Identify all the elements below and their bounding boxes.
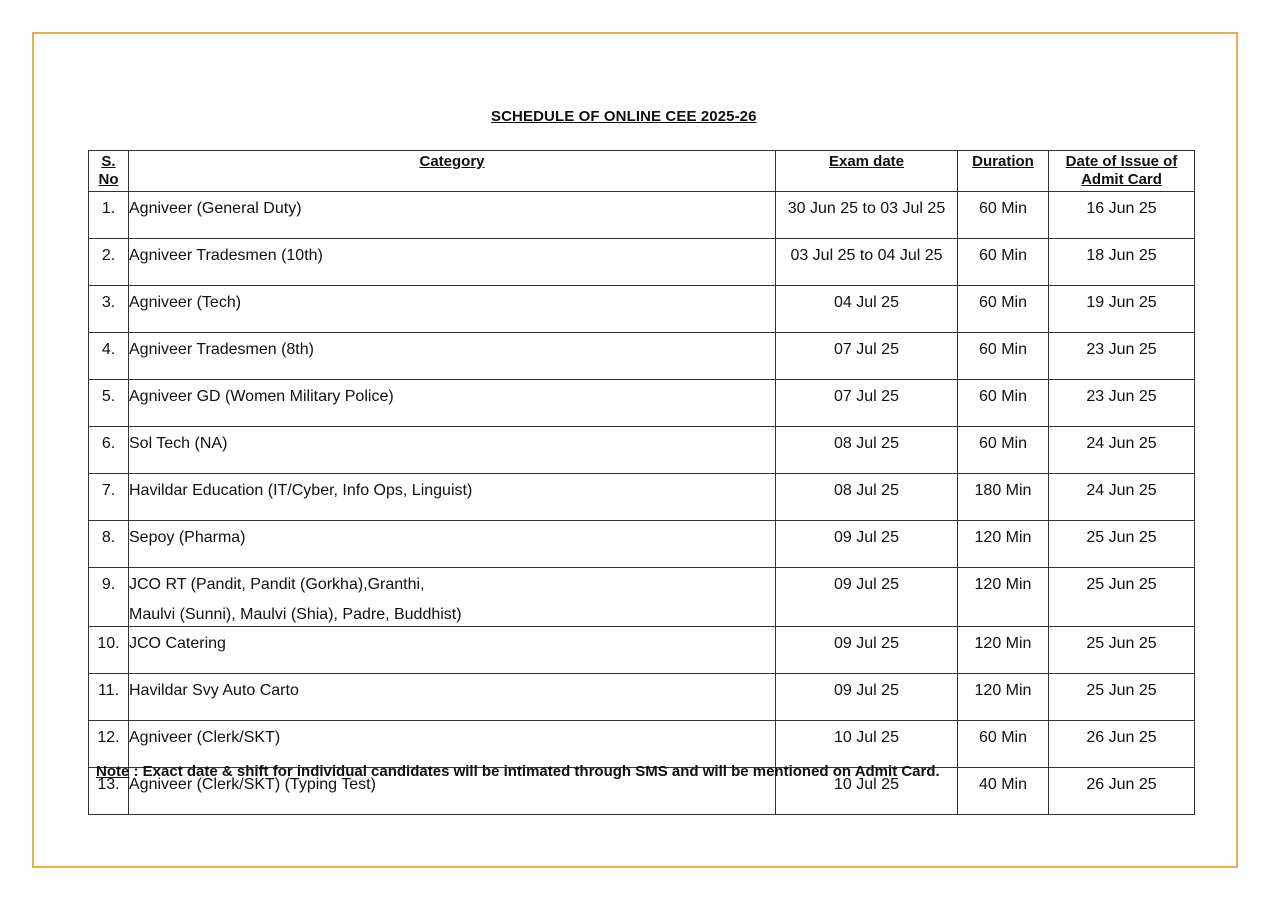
table-row <box>89 474 1195 521</box>
cell-category: Sepoy (Pharma) <box>129 521 776 568</box>
cell-sno: 13. <box>89 768 129 815</box>
cell-exam-date: 10 Jul 25 <box>776 721 958 768</box>
table-row <box>89 286 1195 333</box>
page-title: SCHEDULE OF ONLINE CEE 2025-26 <box>491 108 757 125</box>
cell-sno: 3. <box>89 286 129 333</box>
cell-sno: 10. <box>89 627 129 674</box>
table-row <box>89 721 1195 768</box>
cell-sno: 2. <box>89 239 129 286</box>
table-row <box>89 674 1195 721</box>
cell-duration: 60 Min <box>958 286 1049 333</box>
table-row <box>89 239 1195 286</box>
cell-category: JCO Catering <box>129 627 776 674</box>
header-duration: Duration <box>958 151 1049 192</box>
cell-duration: 60 Min <box>958 192 1049 239</box>
cell-admit-date: 24 Jun 25 <box>1049 474 1195 521</box>
cell-sno: 9. <box>89 568 129 627</box>
cell-category: Agniveer Tradesmen (8th) <box>129 333 776 380</box>
cell-admit-date: 25 Jun 25 <box>1049 568 1195 627</box>
cell-exam-date: 09 Jul 25 <box>776 521 958 568</box>
cell-exam-date: 09 Jul 25 <box>776 627 958 674</box>
cell-admit-date: 18 Jun 25 <box>1049 239 1195 286</box>
cell-admit-date: 25 Jun 25 <box>1049 521 1195 568</box>
cell-exam-date: 30 Jun 25 to 03 Jul 25 <box>776 192 958 239</box>
cell-duration: 120 Min <box>958 521 1049 568</box>
cell-sno: 7. <box>89 474 129 521</box>
cell-admit-date: 25 Jun 25 <box>1049 627 1195 674</box>
cell-sno: 4. <box>89 333 129 380</box>
cell-admit-date: 16 Jun 25 <box>1049 192 1195 239</box>
cell-exam-date: 03 Jul 25 to 04 Jul 25 <box>776 239 958 286</box>
cell-duration: 60 Min <box>958 239 1049 286</box>
header-exam-date: Exam date <box>776 151 958 192</box>
cell-exam-date: 08 Jul 25 <box>776 474 958 521</box>
cell-admit-date: 25 Jun 25 <box>1049 674 1195 721</box>
cell-sno: 1. <box>89 192 129 239</box>
cell-category: Agniveer (Tech) <box>129 286 776 333</box>
cell-exam-date: 04 Jul 25 <box>776 286 958 333</box>
table-row <box>89 521 1195 568</box>
header-sno: S. No <box>89 151 129 192</box>
cell-duration: 60 Min <box>958 380 1049 427</box>
cell-exam-date: 09 Jul 25 <box>776 568 958 627</box>
cell-exam-date: 09 Jul 25 <box>776 674 958 721</box>
cell-category: Agniveer (Clerk/SKT) <box>129 721 776 768</box>
cell-category: JCO RT (Pandit, Pandit (Gorkha),Granthi, Maulvi (Sunni), Maulvi (Shia), Padre, Buddhist) <box>129 568 776 627</box>
table-row <box>89 568 1195 627</box>
cell-duration: 120 Min <box>958 568 1049 627</box>
cell-sno: 11. <box>89 674 129 721</box>
cell-sno: 12. <box>89 721 129 768</box>
header-category: Category <box>129 151 776 192</box>
cell-category: Agniveer (General Duty) <box>129 192 776 239</box>
note-label: Note <box>96 763 130 780</box>
table-row <box>89 627 1195 674</box>
cell-duration: 120 Min <box>958 674 1049 721</box>
cell-category: Havildar Education (IT/Cyber, Info Ops, Linguist) <box>129 474 776 521</box>
cell-admit-date: 23 Jun 25 <box>1049 380 1195 427</box>
header-admit-card: Date of Issue of Admit Card <box>1049 151 1195 192</box>
cell-admit-date: 23 Jun 25 <box>1049 333 1195 380</box>
cell-duration: 40 Min <box>958 768 1049 815</box>
cell-category: Havildar Svy Auto Carto <box>129 674 776 721</box>
table-row <box>89 192 1195 239</box>
cell-duration: 180 Min <box>958 474 1049 521</box>
cell-exam-date: 07 Jul 25 <box>776 380 958 427</box>
cell-sno: 5. <box>89 380 129 427</box>
cell-sno: 8. <box>89 521 129 568</box>
cell-admit-date: 19 Jun 25 <box>1049 286 1195 333</box>
table-row <box>89 333 1195 380</box>
cell-category: Sol Tech (NA) <box>129 427 776 474</box>
cell-duration: 120 Min <box>958 627 1049 674</box>
cell-exam-date: 10 Jul 25 <box>776 768 958 815</box>
cell-category: Agniveer (Clerk/SKT) (Typing Test) <box>129 768 776 815</box>
schedule-table <box>88 150 1195 815</box>
cell-category: Agniveer Tradesmen (10th) <box>129 239 776 286</box>
footnote <box>96 763 940 780</box>
cell-duration: 60 Min <box>958 721 1049 768</box>
table-row <box>89 427 1195 474</box>
cell-admit-date: 26 Jun 25 <box>1049 721 1195 768</box>
cell-admit-date: 24 Jun 25 <box>1049 427 1195 474</box>
cell-duration: 60 Min <box>958 427 1049 474</box>
cell-exam-date: 08 Jul 25 <box>776 427 958 474</box>
table-row <box>89 380 1195 427</box>
cell-sno: 6. <box>89 427 129 474</box>
cell-category: Agniveer GD (Women Military Police) <box>129 380 776 427</box>
table-header-row <box>89 151 1195 192</box>
note-text: : Exact date & shift for individual candidates will be intimated through SMS and will be mentioned on Admit Card. <box>129 763 940 780</box>
cell-exam-date: 07 Jul 25 <box>776 333 958 380</box>
cell-admit-date: 26 Jun 25 <box>1049 768 1195 815</box>
cell-duration: 60 Min <box>958 333 1049 380</box>
